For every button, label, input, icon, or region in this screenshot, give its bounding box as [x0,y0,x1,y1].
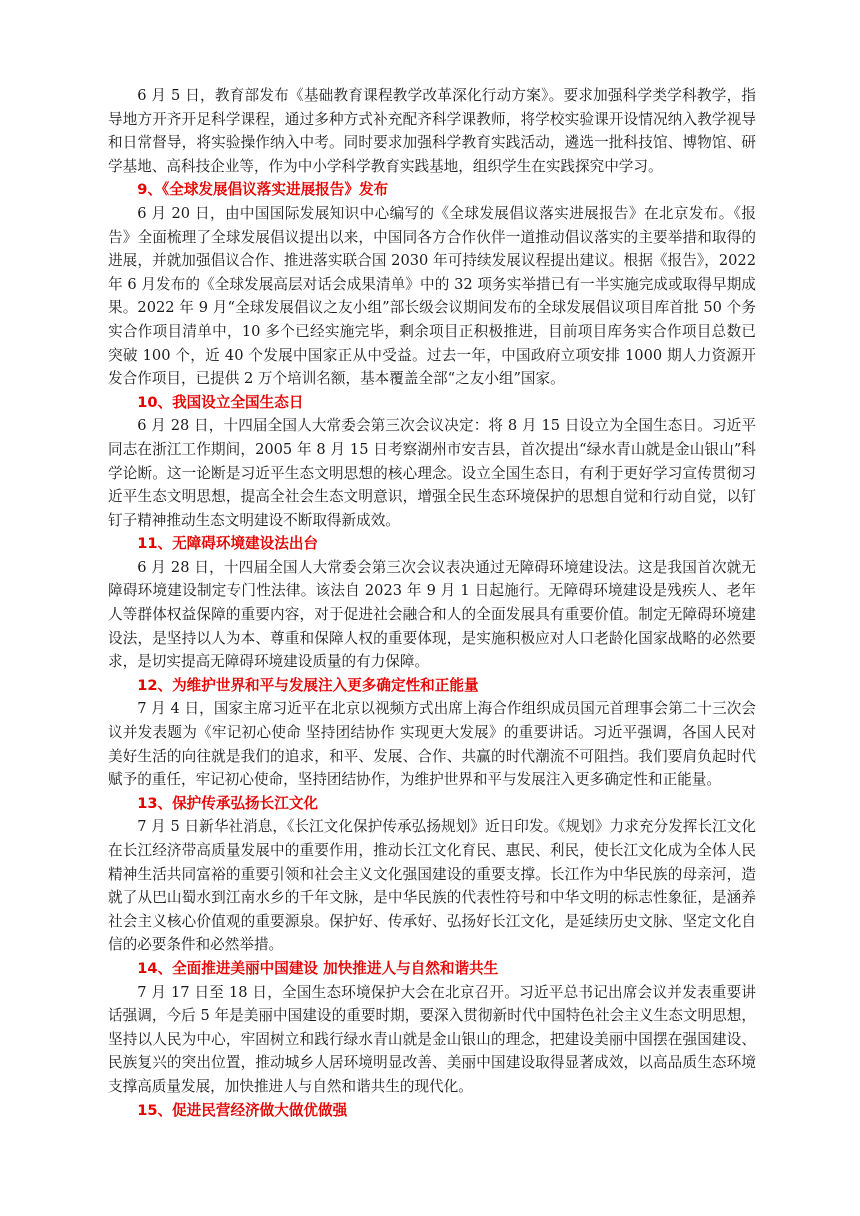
section-body-10: 6 月 28 日，十四届全国人大常委会第三次会议决定：将 8 月 15 日设立为全国生态日。习近平同志在浙江工作期间，2005 年 8 月 15 日考察湖州市安吉县，首次提出“绿水青山就是金山银山”科学论断。这一论断是习近平生态文明思想的核心理念。设立全国生态日，有利于更好学习宣传贯彻习近平生态文明思想，提高全社会生态文明意识，增强全民生态环境保护的思想自觉和行动自觉，以钉钉子精神推动生态文明建设不断取得新成效。 [108,417,756,529]
intro-paragraph: 6 月 5 日，教育部发布《基础教育课程教学改革深化行动方案》。要求加强科学类学科教学，指导地方开齐开足科学课程，通过多种方式补充配齐科学课教师，将学校实验课开设情况纳入教学视导和日常督导，将实验操作纳入中考。同时要求加强科学教育实践活动，遴选一批科技馆、博物馆、研学基地、高科技企业等，作为中小学科学教育实践基地，组织学生在实践探究中学习。 [108,87,756,175]
section-heading-13: 13、保护传承弘扬长江文化 [137,794,319,812]
section-heading-10: 10、我国设立全国生态日 [137,393,304,411]
section-heading-14: 14、全面推进美丽中国建设 加快推进人与自然和谐共生 [137,959,499,977]
section-body-13: 7 月 5 日新华社消息，《长江文化保护传承弘扬规划》近日印发。《规划》力求充分发挥长江文化在长江经济带高质量发展中的重要作用，推动长江文化育民、惠民、利民，使长江文化成为全体人民精神生活共同富裕的重要引领和社会主义文化强国建设的重要支撑。长江作为中华民族的母亲河，造就了从巴山蜀水到江南水乡的千年文脉，是中华民族的代表性符号和中华文明的标志性象征，是涵养社会主义核心价值观的重要源泉。保护好、传承好、弘扬好长江文化，是延续历史文脉、坚定文化自信的必要条件和必然举措。 [108,818,756,954]
section-body-11: 6 月 28 日，十四届全国人大常委会第三次会议表决通过无障碍环境建设法。这是我国首次就无障碍环境建设制定专门性法律。该法自 2023 年 9 月 1 日起施行。无障碍环境建设是残疾人、老年人等群体权益保障的重要内容，对于促进社会融合和人的全面发展具有重要价值。制定无障碍环境建设法，是坚持以人为本、尊重和保障人权的重要体现，是实施积极应对人口老龄化国家战略的必然要求，是切实提高无障碍环境建设质量的有力保障。 [108,558,756,671]
section-heading-12: 12、为维护世界和平与发展注入更多确定性和正能量 [137,676,479,694]
section-body-12: 7 月 4 日，国家主席习近平在北京以视频方式出席上海合作组织成员国元首理事会第二十三次会议并发表题为《牢记初心使命 坚持团结协作 实现更大发展》的重要讲话。习近平强调，各国人民对美好生活的向往就是我们的追求，和平、发展、合作、共赢的时代潮流不可阻挡。我们要肩负起时代赋予的重任，牢记初心使命，坚持团结协作，为维护世界和平与发展注入更多确定性和正能量。 [108,700,756,789]
document-page [108,84,756,1122]
section-body-14: 7 月 17 日至 18 日，全国生态环境保护大会在北京召开。习近平总书记出席会议并发表重要讲话强调，今后 5 年是美丽中国建设的重要时期，要深入贯彻新时代中国特色社会主义生态文明思想，坚持以人民为中心，牢固树立和践行绿水青山就是金山银山的理念，把建设美丽中国摆在强国建设、民族复兴的突出位置，推动城乡人居环境明显改善、美丽中国建设取得显著成效，以高品质生态环境支撑高质量发展，加快推进人与自然和谐共生的现代化。 [108,983,756,1095]
section-heading-15: 15、促进民营经济做大做优做强 [137,1101,348,1119]
section-heading-11: 11、无障碍环境建设法出台 [137,535,319,553]
section-body-9: 6 月 20 日，由中国国际发展知识中心编写的《全球发展倡议落实进展报告》在北京发布。《报告》全面梳理了全球发展倡议提出以来，中国同各方合作伙伴一道推动倡议落实的主要举措和取得的进展，并就加强倡议合作、推进落实联合国 2030 年可持续发展议程提出建议。根据《报告》，2022 年 6 月发布的《全球发展高层对话会成果清单》中的 32 项务实举措已有一半实施完成或取得早期成果。2022 年 9 月“全球发展倡议之友小组”部长级会议期间发布的全球发展倡议项目库首批 50 个务实合作项目清单中，10 多个已经实施完毕，剩余项目正积极推进，目前项目库务实合作项目总数已突破 100 个，近 40 个发展中国家正从中受益。过去一年，中国政府立项安排 1000 期人力资源开发合作项目，已提供 2 万个培训名额，基本覆盖全部“之友小组”国家。 [108,204,756,388]
section-heading-9: 9、《全球发展倡议落实进展报告》发布 [137,181,389,199]
